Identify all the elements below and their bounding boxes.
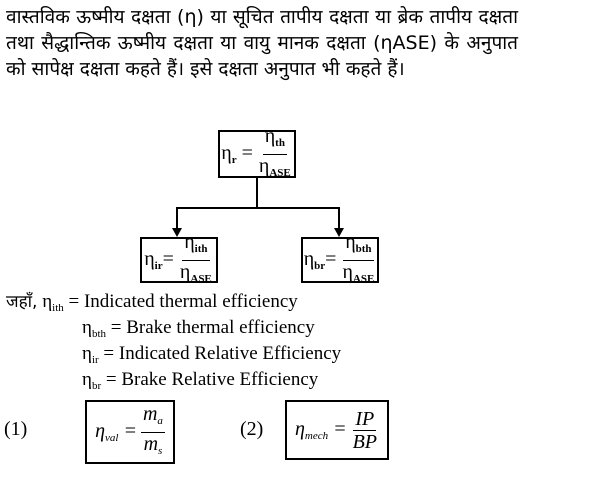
connector-vertical bbox=[256, 178, 258, 208]
fraction: $\frac{\eta_{bth}}{\eta_{ASE}}$ bbox=[342, 230, 375, 285]
fraction: $\frac{\eta_{th}}{\eta_{ASE}}$ bbox=[258, 124, 291, 179]
where-label: जहाँ, bbox=[6, 292, 38, 312]
fraction: $\frac{IP}{BP}$ bbox=[352, 407, 378, 453]
connector-horizontal bbox=[176, 207, 340, 209]
connector-left bbox=[176, 207, 178, 230]
formula-1-index: (1) bbox=[4, 418, 28, 440]
def-br: $\eta_{br}$ = Brake Relative Efficiency bbox=[82, 369, 319, 392]
eta-r: $\eta_r$ = bbox=[221, 142, 253, 166]
formula-2-box: $\eta_{mech}$ = $\frac{IP}{BP}$ bbox=[285, 400, 389, 460]
formula-2-index: (2) bbox=[240, 418, 264, 440]
formula-1-box: $\eta_{val}$ = $\frac{m_a}{m_s}$ bbox=[85, 400, 175, 464]
def-ir: $\eta_{ir}$ = Indicated Relative Efficiency bbox=[82, 343, 342, 366]
connector-right bbox=[338, 207, 340, 230]
brake-relative-box: $\eta_{br}=$ $\frac{\eta_{bth}}{\eta_{ASE}}$ bbox=[301, 237, 379, 283]
paragraph: वास्तविक ऊष्मीय दक्षता (η) या सूचित तापीय दक्षता या ब्रेक तापीय दक्षता तथा सैद्धान्तिक ऊष्मीय दक्षता या वायु मानक दक्षता (ηASE) के अनुपात को सापेक्ष दक्षता कहते हैं। इसे दक्षता अनुपात भी कहते हैं। bbox=[6, 6, 518, 80]
def-bth: $\eta_{bth}$ = Brake thermal efficiency bbox=[82, 317, 315, 340]
fraction: $\frac{m_a}{m_s}$ bbox=[142, 402, 163, 457]
indicated-relative-box: $\eta_{ir}=$ $\frac{\eta_{ith}}{\eta_{ASE}}$ bbox=[140, 237, 218, 283]
relative-efficiency-box bbox=[218, 124, 296, 179]
def-ith: $\eta_{ith}$ = Indicated thermal efficiency bbox=[42, 291, 298, 314]
fraction: $\frac{\eta_{ith}}{\eta_{ASE}}$ bbox=[179, 230, 212, 285]
